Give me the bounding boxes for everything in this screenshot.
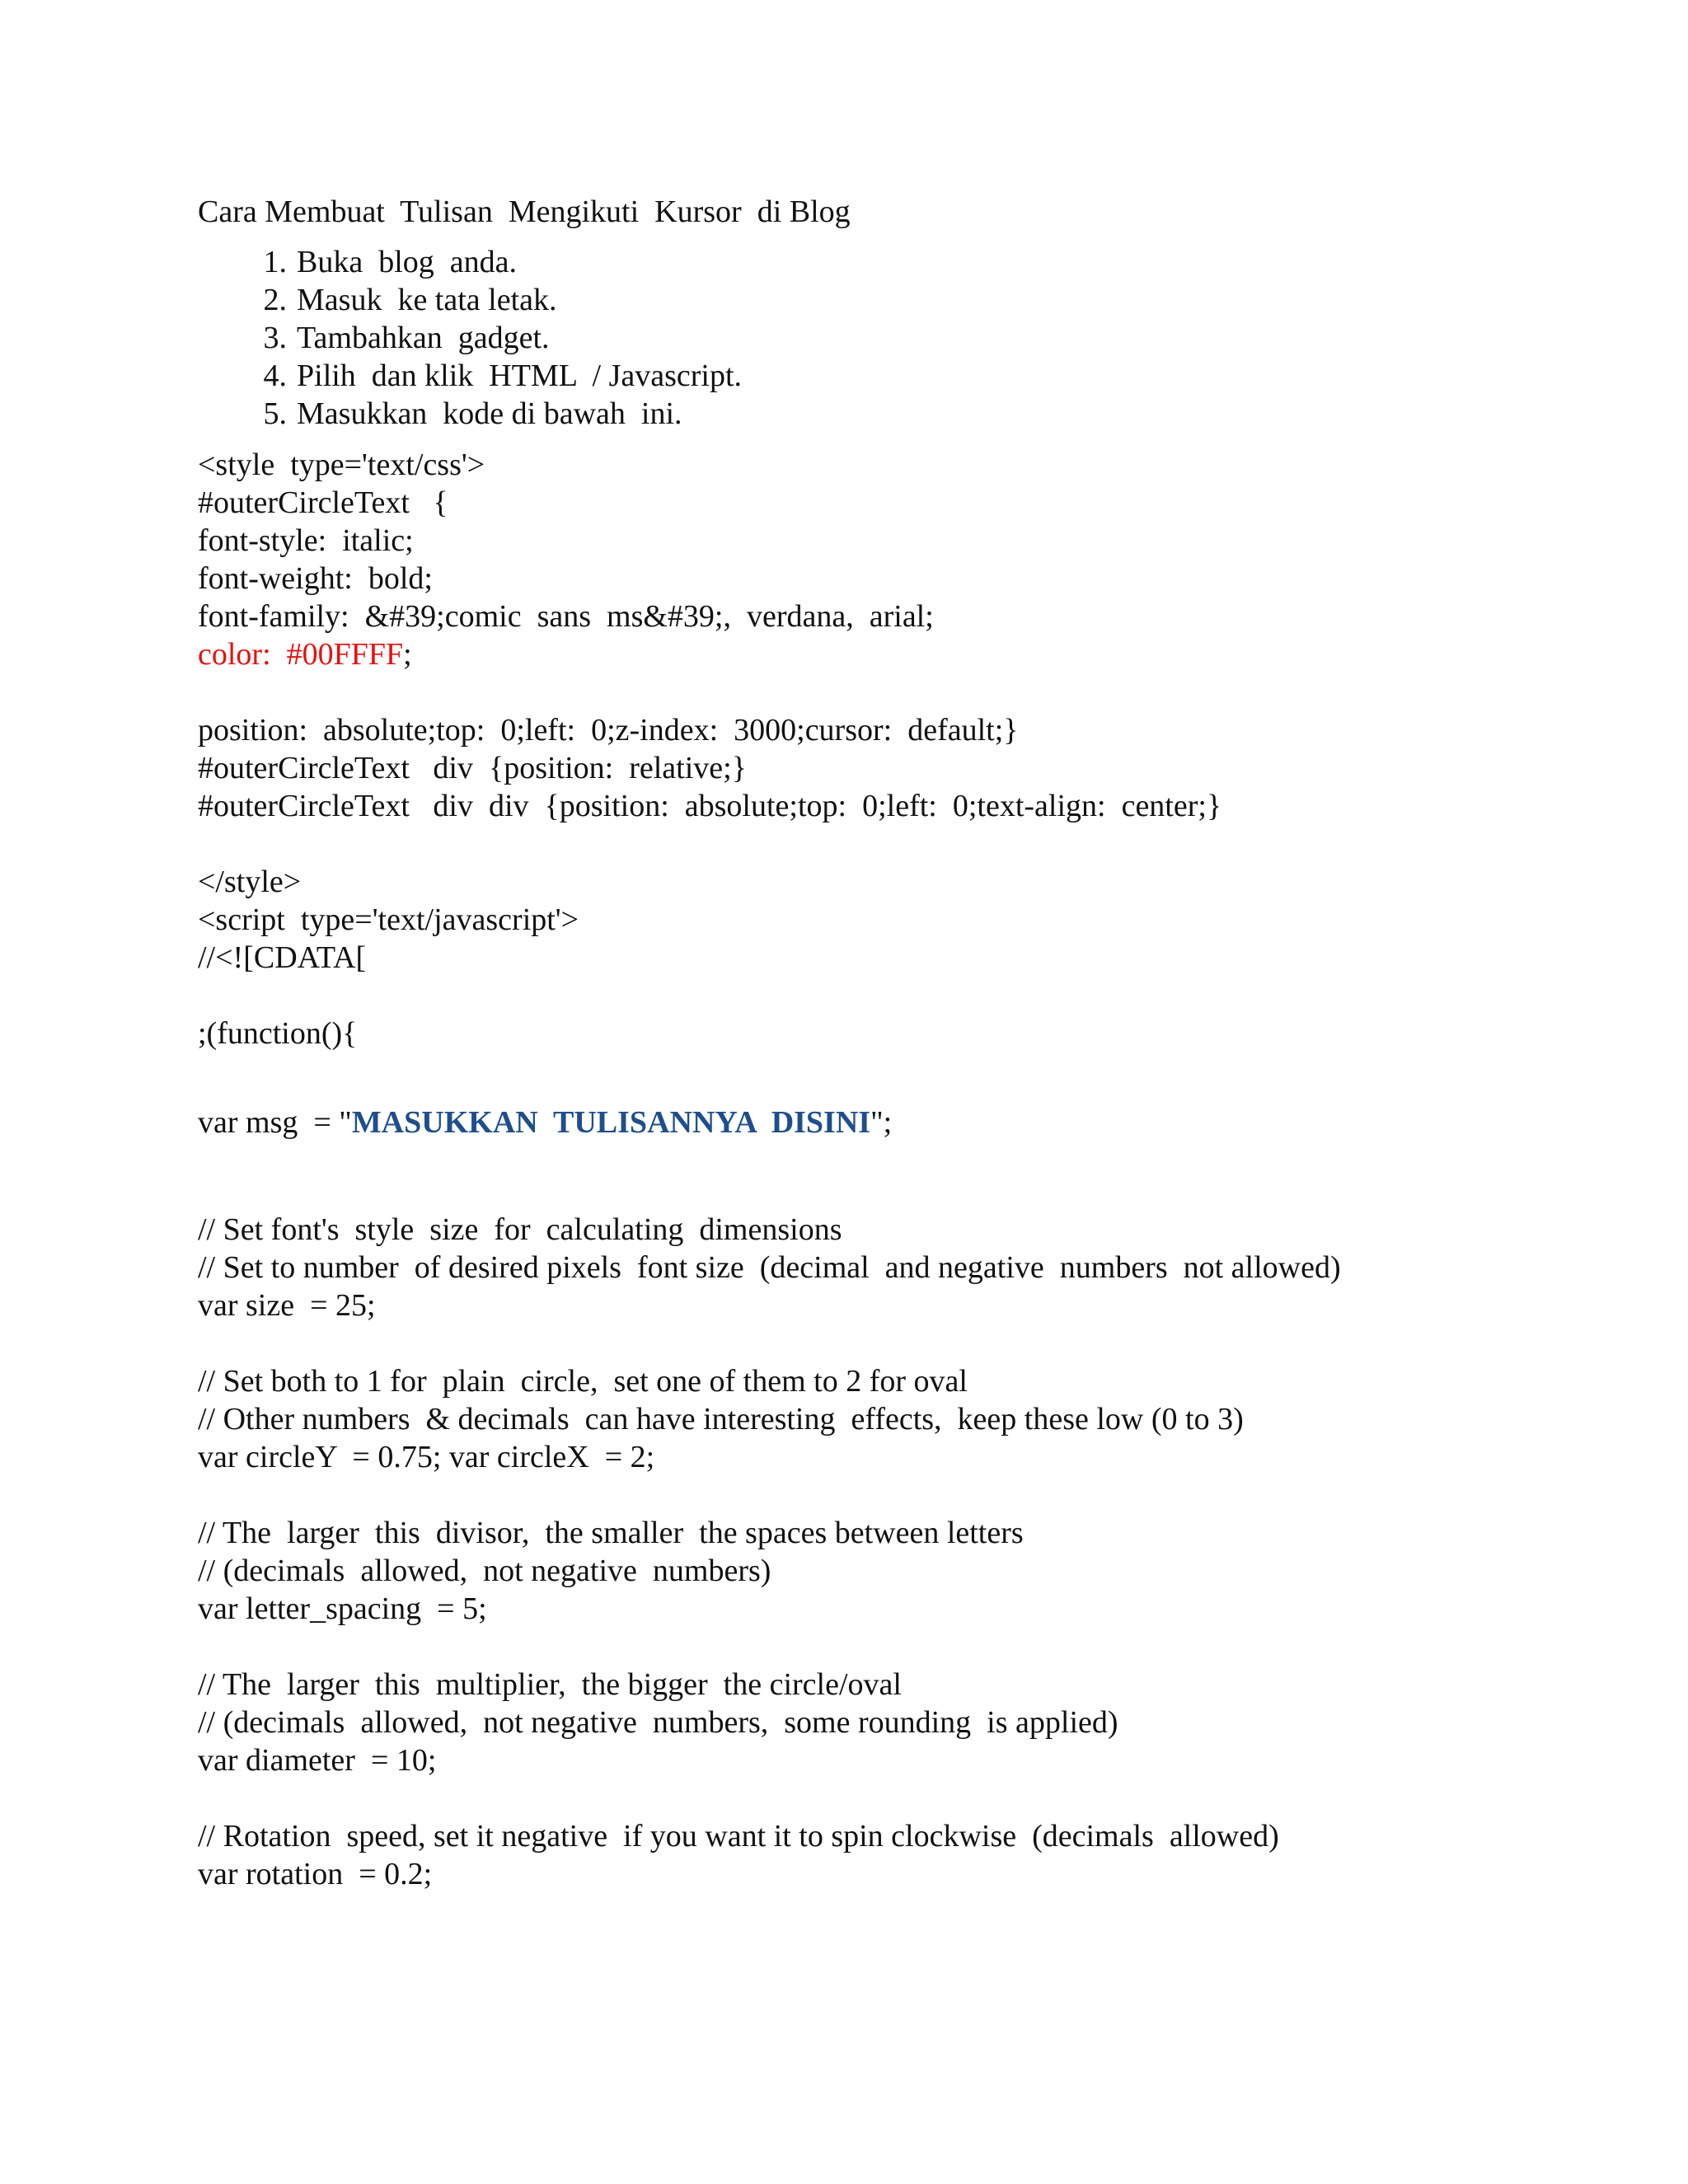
blank-line: [198, 825, 1599, 863]
code-line: #outerCircleText {: [198, 485, 448, 520]
code-line: // The larger this multiplier, the bigger the circle/oval: [198, 1667, 902, 1702]
code-line: <script type='text/javascript'>: [198, 902, 579, 937]
code-line: // (decimals allowed, not negative numbers): [198, 1554, 771, 1588]
code-line: <style type='text/css'>: [198, 448, 485, 482]
code-line: // Rotation speed, set it negative if you want it to spin clockwise (decimals allowed): [198, 1819, 1279, 1854]
code-line: </style>: [198, 865, 302, 899]
code-line: font-style: italic;: [198, 523, 414, 558]
code-line: // The larger this divisor, the smaller the spaces between letters: [198, 1516, 1024, 1550]
code-line-color: color: #00FFFF;: [198, 637, 412, 672]
code-line: font-weight: bold;: [198, 561, 433, 596]
blank-line: [198, 1628, 1599, 1666]
list-item: 2. Masuk ke tata letak.: [263, 283, 557, 317]
message-text-highlight: MASUKKAN TULISANNYA DISINI: [351, 1105, 871, 1140]
list-item: 4. Pilih dan klik HTML / Javascript.: [263, 359, 743, 393]
code-block: [198, 446, 1599, 1893]
list-item: 1. Buka blog anda.: [263, 245, 518, 279]
code-line: var diameter = 10;: [198, 1743, 437, 1778]
blank-line: [198, 1052, 1599, 1090]
steps-list: [198, 243, 1599, 433]
list-item: 5. Masukkan kode di bawah ini.: [263, 396, 682, 431]
code-line: position: absolute;top: 0;left: 0;z-index: 3000;cursor: default;}: [198, 713, 1019, 748]
blank-line: [198, 1179, 1599, 1211]
blank-line: [198, 1324, 1599, 1362]
blank-line: [198, 1090, 1599, 1104]
blank-line: [198, 1141, 1599, 1179]
blank-line: [198, 1476, 1599, 1514]
code-line: font-family: &#39;comic sans ms&#39;, verdana, arial;: [198, 599, 934, 634]
code-line: // Set font's style size for calculating dimensions: [198, 1212, 842, 1247]
code-line: #outerCircleText div div {position: absolute;top: 0;left: 0;text-align: center;}: [198, 789, 1222, 823]
code-line: var letter_spacing = 5;: [198, 1591, 487, 1626]
blank-line: [198, 1779, 1599, 1817]
code-line: var size = 25;: [198, 1288, 376, 1323]
document-title: Cara Membuat Tulisan Mengikuti Kursor di Blog: [198, 194, 851, 229]
code-line: // Other numbers & decimals can have interesting effects, keep these low (0 to 3): [198, 1402, 1244, 1436]
code-line: //<![CDATA[: [198, 940, 367, 975]
code-line: var rotation = 0.2;: [198, 1857, 433, 1891]
document-body: [198, 193, 1599, 1893]
code-line: // Set to number of desired pixels font size (decimal and negative numbers not allowed): [198, 1250, 1341, 1285]
blank-line: [198, 673, 1599, 711]
code-line: ;(function(){: [198, 1016, 358, 1051]
list-item: 3. Tambahkan gadget.: [263, 321, 550, 355]
color-value-highlight: color: #00FFFF: [198, 637, 404, 672]
blank-line: [198, 977, 1599, 1015]
code-line: var circleY = 0.75; var circleX = 2;: [198, 1440, 655, 1474]
code-line-msg: var msg = "MASUKKAN TULISANNYA DISINI";: [198, 1105, 893, 1140]
code-line: // (decimals allowed, not negative numbers, some rounding is applied): [198, 1705, 1118, 1740]
code-line: // Set both to 1 for plain circle, set one of them to 2 for oval: [198, 1364, 968, 1399]
code-line: #outerCircleText div {position: relative;}: [198, 751, 747, 785]
